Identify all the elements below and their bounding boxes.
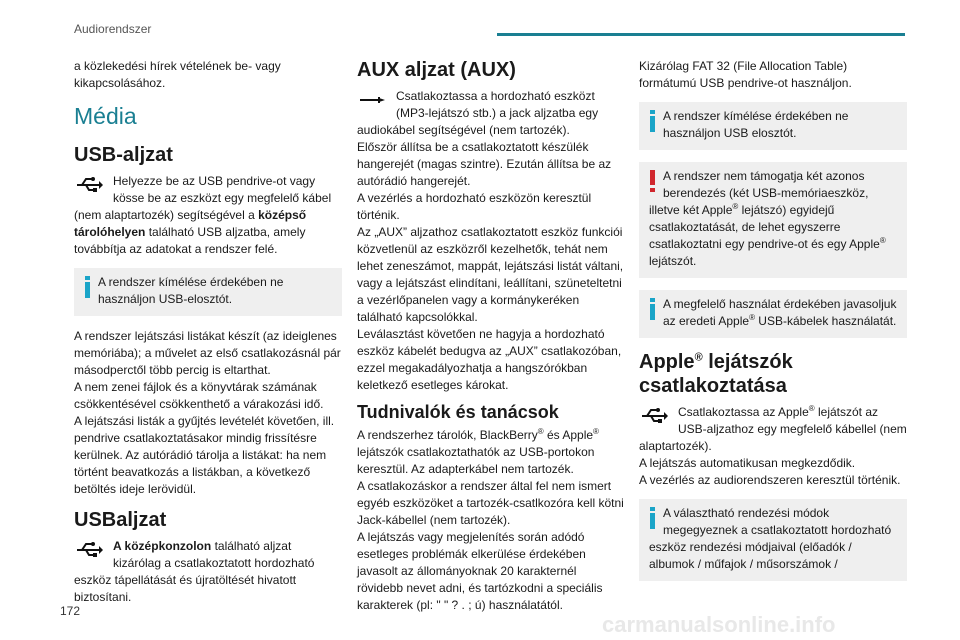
tips-paragraph-3: A lejátszás vagy megjelenítés során adódó esetleges problémák elkerülése érdekében javasolt az állományoknak 20 karakternél rövidebb nevet adni, és tartózkodni a speciális karakterek (pl: " " ? . ; ú) használatától.	[357, 530, 603, 612]
emphasis: A középkonzolon	[113, 539, 212, 553]
aux-paragraph-1: Csatlakoztassa a hordozható eszközt (MP3-lejátszó stb.) a jack aljzatba egy audiokábel segítségével (nem tartozék).	[357, 89, 599, 137]
usb-paragraph-3: A nem zenei fájlok és a könyvtárak számának csökkentésével csökkenthető a várakozási idő.	[74, 380, 324, 411]
usb-icon	[639, 404, 675, 434]
apple-paragraph-2: A lejátszás automatikusan megkezdődik.	[639, 456, 856, 470]
usb2-paragraph: A középkonzolon található aljzat kizárólag a csatlakoztatott hordozható eszköz tápellátását és újratöltését hivatott biztosítani.	[74, 539, 315, 604]
column-3	[639, 58, 907, 593]
usb-icon	[74, 173, 110, 203]
usb-paragraph-2: A rendszer lejátszási listákat készít (az ideiglenes memóriába); a művelet az első csatlakozásnál pár másodperctől több percig is eltarthat.	[74, 329, 341, 377]
column-2	[357, 58, 625, 624]
info-icon	[649, 110, 657, 132]
tips-paragraph-2: A csatlakozáskor a rendszer által fel nem ismert egyéb eszközöket a tartozék-csatlkozóra kell kötni Jack-kábellel (nem tartozék).	[357, 479, 624, 527]
emphasis: középső tárolóhelyen	[74, 208, 307, 239]
warning-note: A rendszer nem támogatja két azonos berendezés (két USB-memóriaeszköz, illetve két Apple® lejátszó) egyidejű csatlakoztatását, de lehet egyszerre csatlakoztatni egy pendrive-ot és egy Apple® lejátszót.	[639, 162, 907, 278]
aux-heading: AUX aljzat (AUX)	[357, 59, 516, 81]
apple-paragraph-1: Csatlakoztassa az Apple® lejátszót az USB-aljzathoz egy megfelelő kábellel (nem alaptartozék).	[639, 404, 907, 453]
aux-paragraph-5: Leválasztást követően ne hagyja a hordozható eszköz kábelét bedugva az „AUX” csatlakozóban, ezzel megakadályozhatja a hangszórókban keletkező esetleges károkat.	[357, 327, 622, 392]
usb-paragraph-1: Helyezze be az USB pendrive-ot vagy kösse be az eszközt egy megfelelő kábel (nem alaptartozék) segítségével a középső tárolóhelyen található USB aljzatba, amely továbbítja az adatokat a rendszer felé.	[74, 174, 332, 256]
info-icon	[649, 298, 657, 320]
usb-heading: USB-aljzat	[74, 144, 173, 166]
info-icon	[649, 507, 657, 529]
aux-paragraph-4: Az „AUX” aljzathoz csatlakoztatott eszköz funkciói közvetlenül az eszközről kezelhetők, tehát nem lehet zeneszámot, mappát, lejátszási listát váltani, vagy a lejátszást elindítani, leállítani, szüneteltetni a vezérlőpanelen vagy a kormánykeréken található kapcsolókkal.	[357, 225, 624, 324]
usb-paragraph-4: A lejátszási listák a gyűjtés levételét követően, ill. pendrive csatlakoztatásakor mindig frissítésre kerülnek. Az autórádió tárolja a listákat: ha nem történt beavatkozás a listákban, a következő betöltés ideje lerövidül.	[74, 414, 335, 496]
tips-heading: Tudnivalók és tanácsok	[357, 402, 559, 422]
apple-heading: Apple® lejátszók csatlakoztatása	[639, 351, 793, 397]
apple-paragraph-3: A vezérlés az audiorendszeren keresztül történik.	[639, 473, 901, 487]
intro-text: a közlekedési hírek vételének be- vagy kikapcsolásához.	[74, 59, 281, 90]
column-1	[74, 58, 342, 616]
watermark: carmanualsonline.info	[602, 612, 836, 637]
media-heading: Média	[74, 103, 137, 129]
jack-icon	[357, 88, 393, 118]
warning-icon	[649, 170, 657, 192]
header-accent-bar	[497, 33, 905, 36]
info-icon	[84, 276, 92, 298]
aux-paragraph-2: Először állítsa be a csatlakoztatott készülék hangerejét (magas szintre). Ezután állítsa be az autórádió hangerejét.	[357, 140, 612, 188]
fat-paragraph: Kizárólag FAT 32 (File Allocation Table) formátumú USB pendrive-ot használjon.	[639, 59, 852, 90]
aux-paragraph-3: A vezérlés a hordozható eszközön keresztül történik.	[357, 191, 592, 222]
running-header: Audiorendszer	[74, 22, 152, 36]
usb2-heading: USBaljzat	[74, 509, 167, 531]
info-note: A választható rendezési módok megegyeznek a csatlakoztatott hordozható eszköz rendezési módjaival (előadók / albumok / műfajok / műsorszámok /	[639, 499, 907, 581]
info-note: A rendszer kímélése érdekében ne használjon USB-elosztót.	[74, 268, 342, 316]
tips-paragraph-1: A rendszerhez tárolók, BlackBerry® és Apple® lejátszók csatlakoztathatók az USB-portokon keresztül. Az adapterkábel nem tartozék.	[357, 427, 599, 476]
usb-icon	[74, 538, 110, 568]
info-note: A megfelelő használat érdekében javasoljuk az eredeti Apple® USB-kábelek használatát.	[639, 290, 907, 338]
page-number: 172	[60, 604, 81, 618]
info-note: A rendszer kímélése érdekében ne használjon USB elosztót.	[639, 102, 907, 150]
